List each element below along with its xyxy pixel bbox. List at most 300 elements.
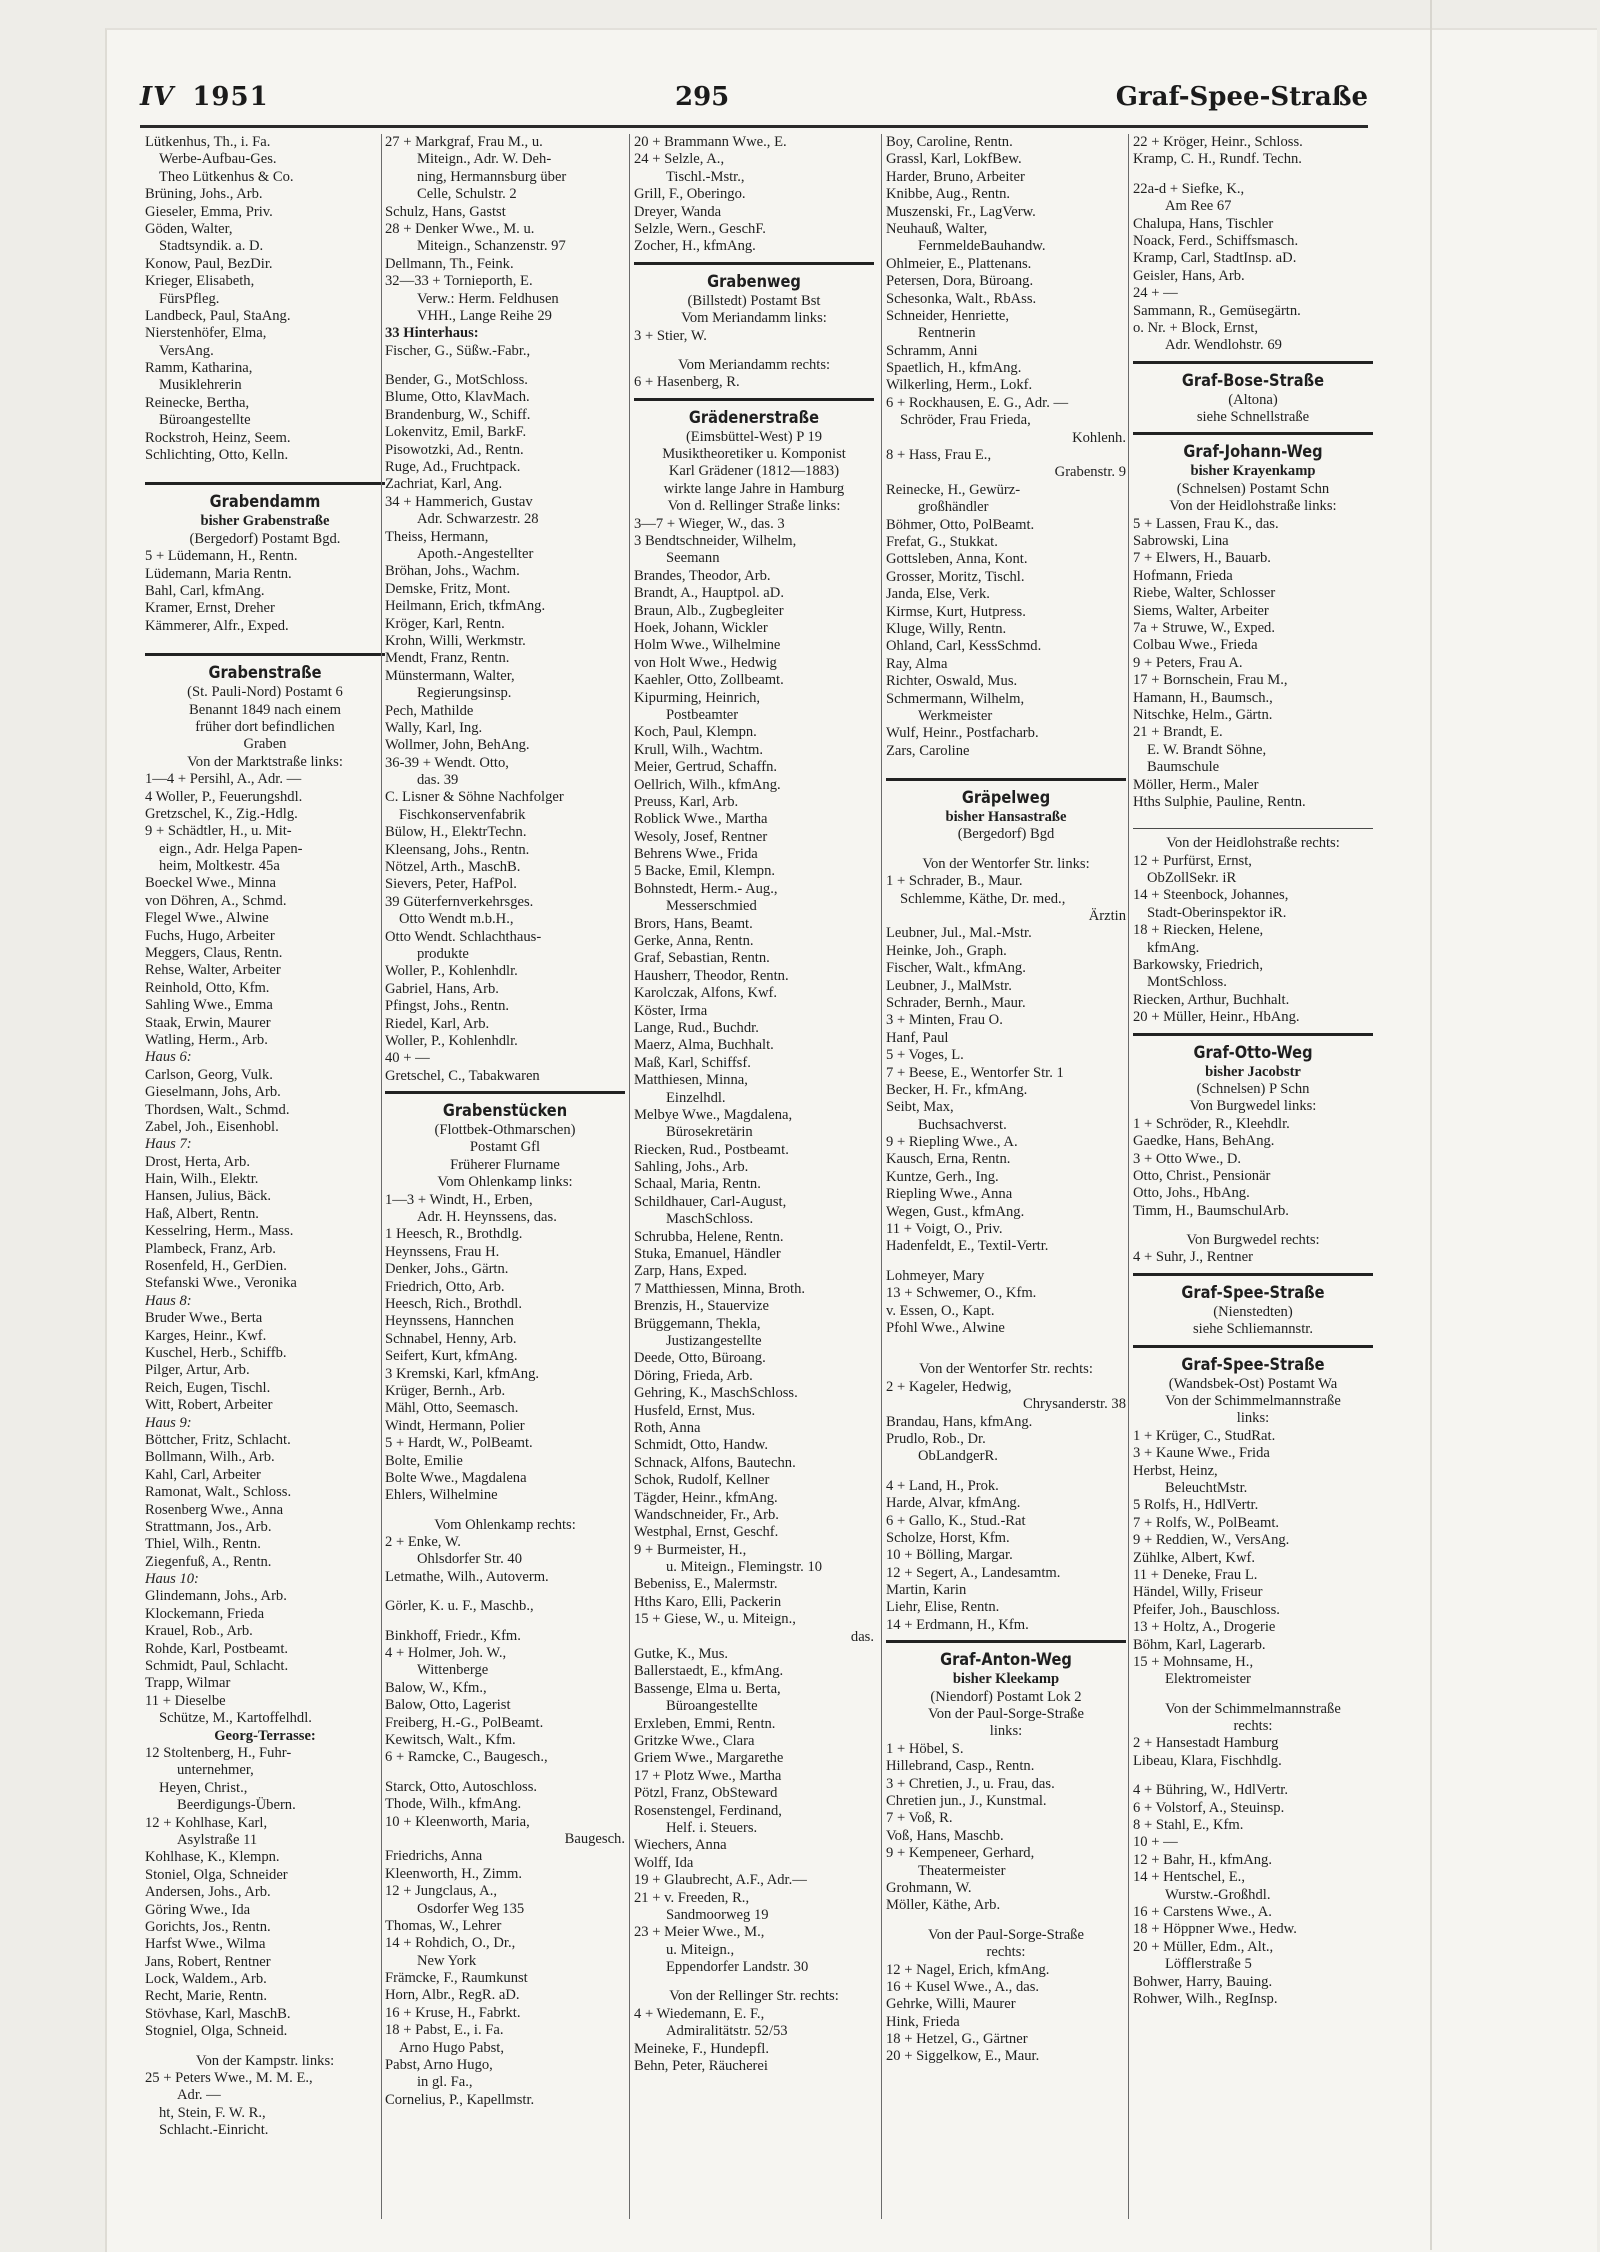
directory-entry: Carlson, Georg, Vulk.	[145, 1066, 273, 1083]
directory-entry: Buchsachverst.	[918, 1116, 1007, 1133]
directory-entry: Heynssens, Frau H.	[385, 1243, 500, 1260]
directory-entry: 2 + Kageler, Hedwig,	[886, 1378, 1012, 1395]
directory-entry: Vom Ohlenkamp links:	[437, 1174, 573, 1191]
directory-entry: Bohwer, Harry, Bauing.	[1133, 1973, 1273, 1990]
directory-entry: Bröhan, Johs., Wachm.	[385, 563, 520, 580]
directory-entry: 13 + Holtz, A., Drogerie	[1133, 1619, 1276, 1636]
page-header	[140, 82, 1368, 128]
directory-entry: Reinecke, Bertha,	[145, 394, 250, 411]
directory-entry: 4 + Land, H., Prok.	[886, 1477, 999, 1494]
directory-entry: Früherer Flurname	[450, 1156, 560, 1173]
directory-entry: Gehring, K., MaschSchloss.	[634, 1385, 798, 1402]
directory-entry: Schlemme, Käthe, Dr. med.,	[900, 890, 1066, 907]
directory-entry: Von der Wentorfer Str. rechts:	[919, 1361, 1093, 1378]
directory-entry: 13 + Schwemer, O., Kfm.	[886, 1285, 1037, 1302]
directory-entry: 32—33 + Tornieporth, E.	[385, 273, 533, 290]
directory-entry: Erxleben, Emmi, Rentn.	[634, 1715, 776, 1732]
section-rule	[1133, 1345, 1373, 1348]
directory-entry: 22 + Kröger, Heinr., Schloss.	[1133, 134, 1303, 150]
directory-entry: Gehrke, Willi, Maurer	[886, 1996, 1016, 2013]
directory-entry: 7 + Voß, R.	[886, 1810, 953, 1827]
directory-entry: E. W. Brandt Söhne,	[1147, 741, 1267, 758]
directory-entry: 9 + Schädtler, H., u. Mit-	[145, 823, 292, 840]
street-heading: Graf-Spee-Straße	[1181, 1354, 1325, 1375]
directory-entry: Matthiesen, Minna,	[634, 1072, 748, 1089]
directory-entry: Stogniel, Olga, Schneid.	[145, 2023, 288, 2040]
directory-entry: Libeau, Klara, Fischhdlg.	[1133, 1752, 1282, 1769]
directory-entry: Hanf, Paul	[886, 1029, 949, 1046]
directory-entry: Sandmoorweg 19	[666, 1906, 769, 1923]
directory-entry: 7a + Struwe, W., Exped.	[1133, 619, 1275, 636]
directory-entry: 3—7 + Wieger, W., das. 3	[634, 515, 785, 532]
directory-entry: (Schnelsen) Postamt Schn	[1176, 480, 1330, 497]
directory-entry: VersAng.	[159, 342, 214, 359]
directory-entry: Brors, Hans, Beamt.	[634, 915, 753, 932]
directory-entry: 3 + Kaune Wwe., Frida	[1133, 1445, 1270, 1462]
directory-entry: Seibt, Max,	[886, 1099, 954, 1116]
directory-entry: früher dort befindlichen	[195, 718, 335, 735]
directory-entry: Stuka, Emanuel, Händler	[634, 1246, 781, 1263]
directory-entry: 8 + Stahl, E., Kfm.	[1133, 1817, 1244, 1834]
directory-entry: Nötzel, Arth., MaschB.	[385, 859, 521, 876]
directory-entry: (Nienstedten)	[1213, 1303, 1293, 1320]
directory-entry: Sammann, R., Gemüsegärtn.	[1133, 302, 1301, 319]
directory-entry: Kipurming, Heinrich,	[634, 689, 761, 706]
directory-entry: 2 + Hansestadt Hamburg	[1133, 1735, 1279, 1752]
directory-entry: v. Essen, O., Kapt.	[886, 1302, 995, 1319]
directory-entry: Böhmer, Otto, PolBeamt.	[886, 516, 1035, 533]
directory-entry: Liehr, Elise, Rentn.	[886, 1599, 1000, 1616]
directory-entry: Brandenburg, W., Schiff.	[385, 406, 531, 423]
directory-entry: Zabel, Joh., Eisenhobl.	[145, 1118, 279, 1135]
section-rule	[634, 398, 874, 401]
directory-entry: Theiss, Hermann,	[385, 528, 489, 545]
directory-entry: Ray, Alma	[886, 655, 948, 672]
directory-entry: 24 + —	[1133, 285, 1178, 302]
directory-entry: Chalupa, Hans, Tischler	[1133, 215, 1274, 232]
directory-entry: Kahl, Carl, Arbeiter	[145, 1466, 261, 1483]
directory-entry: Schlichting, Otto, Kelln.	[145, 447, 289, 464]
directory-entry: Musiklehrerin	[159, 377, 242, 394]
directory-entry: Rosenberg Wwe., Anna	[145, 1501, 284, 1518]
spacer	[145, 635, 385, 647]
directory-entry: Brandt, A., Hauptpol. aD.	[634, 585, 784, 602]
directory-entry: Nitschke, Helm., Gärtn.	[1133, 706, 1273, 723]
spacer	[886, 760, 1126, 772]
directory-entry: Chrysanderstr. 38	[1023, 1396, 1126, 1413]
directory-entry: Oellrich, Wilh., kfmAng.	[634, 776, 781, 793]
directory-entry: Kämmerer, Alfr., Exped.	[145, 617, 289, 634]
directory-entry: Boeckel Wwe., Minna	[145, 875, 277, 892]
directory-entry: Landbeck, Paul, StaAng.	[145, 307, 291, 324]
directory-entry: Georg-Terrasse:	[214, 1727, 316, 1744]
directory-entry: New York	[417, 1952, 477, 1969]
directory-entry: Haus 7:	[145, 1136, 192, 1153]
directory-entry: Richter, Oswald, Mus.	[886, 673, 1018, 690]
directory-entry: 16 + Kusel Wwe., A., das.	[886, 1978, 1040, 1995]
directory-entry: 5 + Lassen, Frau K., das.	[1133, 515, 1279, 532]
spacer	[1133, 1689, 1373, 1701]
directory-entry: 7 + Elwers, H., Bauarb.	[1133, 550, 1271, 567]
column-divider	[1128, 134, 1129, 2219]
directory-entry: Sievers, Peter, HafPol.	[385, 876, 517, 893]
directory-entry: Hths Karo, Elli, Packerin	[634, 1593, 782, 1610]
directory-entry: Balow, W., Kfm.,	[385, 1679, 487, 1696]
directory-entry: Haus 10:	[145, 1571, 199, 1588]
directory-entry: Friedrichs, Anna	[385, 1848, 483, 1865]
directory-entry: Wollmer, John, BehAng.	[385, 737, 530, 754]
directory-entry: 6 + Rockhausen, E. G., Adr. —	[886, 394, 1069, 411]
directory-entry: Stadtsyndik. a. D.	[159, 238, 264, 255]
spacer	[145, 2041, 385, 2053]
directory-entry: 5 + Voges, L.	[886, 1047, 964, 1064]
directory-entry: Von der Schimmelmannstraße	[1165, 1700, 1341, 1717]
directory-entry: bisher Krayenkamp	[1190, 463, 1316, 480]
directory-entry: Timm, H., BaumschulArb.	[1133, 1202, 1289, 1219]
directory-entry: 4 Woller, P., Feuerungshdl.	[145, 788, 303, 805]
directory-entry: 12 + Purfürst, Ernst,	[1133, 852, 1252, 869]
directory-entry: Kirmse, Kurt, Hutpress.	[886, 603, 1026, 620]
directory-entry: 3 Bendtschneider, Wilhelm,	[634, 533, 797, 550]
directory-entry: Thomas, W., Lehrer	[385, 1917, 502, 1934]
directory-entry: Apoth.-Angestellter	[417, 545, 534, 562]
directory-entry: Adr. —	[177, 2087, 221, 2104]
directory-entry: Ohland, Carl, KessSchmd.	[886, 638, 1042, 655]
directory-entry: Plambeck, Franz, Arb.	[145, 1240, 276, 1257]
spacer	[886, 1337, 1126, 1349]
directory-entry: Miteign., Adr. W. Deh-	[417, 151, 552, 168]
directory-entry: Dreyer, Wanda	[634, 203, 722, 220]
directory-entry: Bahl, Carl, kfmAng.	[145, 582, 265, 599]
directory-entry: Adr. Schwarzestr. 28	[417, 511, 539, 528]
directory-entry: 22a-d + Siefke, K.,	[1133, 180, 1245, 197]
street-heading: Grabenweg	[707, 271, 801, 292]
directory-entry: (St. Pauli-Nord) Postamt 6	[187, 684, 343, 701]
directory-entry: Klockemann, Frieda	[145, 1605, 265, 1622]
directory-entry: Brüggemann, Thekla,	[634, 1315, 761, 1332]
directory-entry: Glindemann, Johs., Arb.	[145, 1588, 287, 1605]
directory-entry: Pfingst, Johs., Rentn.	[385, 998, 510, 1015]
directory-entry: 25 + Peters Wwe., M. M. E.,	[145, 2070, 313, 2087]
directory-entry: Justizangestellte	[666, 1333, 762, 1349]
directory-entry: Adr. Wendlohstr. 69	[1165, 337, 1282, 354]
directory-entry: Schildhauer, Carl-August,	[634, 1193, 787, 1210]
directory-entry: 3 + Chretien, J., u. Frau, das.	[886, 1775, 1055, 1792]
directory-entry: Hansen, Julius, Bäck.	[145, 1188, 272, 1205]
directory-entry: Drost, Herta, Arb.	[145, 1153, 250, 1170]
directory-entry: 1 + Krüger, C., StudRat.	[1133, 1427, 1276, 1444]
directory-entry: 21 + v. Freeden, R.,	[634, 1889, 750, 1906]
directory-entry: rechts:	[1233, 1718, 1273, 1735]
directory-entry: Gaedke, Hans, BehAng.	[1133, 1133, 1275, 1150]
directory-entry: Vom Meriandamm links:	[681, 310, 827, 327]
directory-entry: 7 Matthiessen, Minna, Broth.	[634, 1280, 806, 1297]
directory-entry: Cornelius, P., Kapellmstr.	[385, 2091, 535, 2108]
directory-entry: Pech, Mathilde	[385, 702, 474, 719]
directory-entry: Selzle, Wern., GeschF.	[634, 220, 766, 237]
directory-entry: Fischer, G., Süßw.-Fabr.,	[385, 342, 531, 359]
directory-entry: Haus 6:	[145, 1049, 192, 1066]
spacer	[886, 844, 1126, 856]
directory-entry: 5 Backe, Emil, Klempn.	[634, 863, 776, 880]
directory-entry: 24 + Selzle, A.,	[634, 151, 725, 168]
directory-entry: 20 + Siggelkow, E., Maur.	[886, 2048, 1040, 2065]
directory-entry: Schrubba, Helene, Rentn.	[634, 1228, 784, 1245]
directory-entry: FürsPfleg.	[159, 290, 220, 307]
directory-entry: 16 + Kruse, H., Fabrkt.	[385, 2004, 521, 2021]
directory-entry: eign., Adr. Helga Papen-	[159, 840, 303, 857]
directory-entry: Schesonka, Walt., RbAss.	[886, 290, 1037, 307]
directory-entry: Bülow, H., ElektrTechn.	[385, 824, 527, 841]
directory-entry: 1—3 + Windt, H., Erben,	[385, 1191, 533, 1208]
directory-entry: ht, Stein, F. W. R.,	[159, 2104, 266, 2121]
street-heading: Grabenstraße	[208, 663, 322, 684]
directory-entry: Rockstroh, Heinz, Seem.	[145, 429, 291, 446]
directory-entry: 20 + Brammann Wwe., E.	[634, 134, 787, 150]
directory-entry: Vom Ohlenkamp rechts:	[434, 1516, 576, 1533]
directory-entry: Hillebrand, Casp., Rentn.	[886, 1758, 1035, 1775]
directory-entry: 10 + —	[1133, 1834, 1178, 1851]
directory-entry: Watling, Herm., Arb.	[145, 1031, 268, 1048]
spacer	[886, 1349, 1126, 1361]
directory-entry: 4 + Suhr, J., Rentner	[1133, 1249, 1253, 1266]
directory-entry: Starck, Otto, Autoschloss.	[385, 1778, 538, 1795]
directory-entry: 6 + Volstorf, A., Steuinsp.	[1133, 1799, 1285, 1816]
directory-entry: Bruder Wwe., Berta	[145, 1310, 263, 1327]
directory-entry: Gritzke Wwe., Clara	[634, 1732, 755, 1749]
directory-entry: Roblick Wwe., Martha	[634, 811, 768, 828]
directory-entry: Ramonat, Walt., Schloss.	[145, 1484, 292, 1501]
directory-entry: Neuhauß, Walter,	[886, 220, 988, 237]
directory-entry: 5 Rolfs, H., HdlVertr.	[1133, 1497, 1259, 1514]
directory-column-5	[1133, 134, 1373, 2224]
directory-entry: Gieselmann, Johs, Arb.	[145, 1084, 281, 1101]
directory-entry: u. Miteign., Flemingstr. 10	[666, 1559, 823, 1576]
directory-entry: 11 + Voigt, O., Priv.	[886, 1221, 1003, 1238]
spacer	[1133, 1220, 1373, 1232]
directory-entry: Von der Paul-Sorge-Straße	[928, 1706, 1084, 1723]
directory-entry: 4 + Holmer, Joh. W.,	[385, 1645, 507, 1662]
spacer	[886, 1256, 1126, 1268]
directory-entry: Krieger, Elisabeth,	[145, 273, 255, 290]
directory-entry: Melbye Wwe., Magdalena,	[634, 1106, 793, 1123]
directory-entry: Harfst Wwe., Wilma	[145, 1936, 266, 1953]
directory-entry: 4 + Bühring, W., HdlVertr.	[1133, 1782, 1288, 1799]
directory-entry: Muszenski, Fr., LagVerw.	[886, 203, 1036, 220]
directory-entry: Lock, Waldem., Arb.	[145, 1971, 267, 1988]
directory-entry: links:	[989, 1723, 1023, 1740]
directory-entry: Ohlsdorfer Str. 40	[417, 1551, 522, 1568]
directory-entry: Schröder, Frau Frieda,	[900, 412, 1031, 429]
directory-entry: Bassenge, Elma u. Berta,	[634, 1680, 781, 1697]
directory-entry: Stövhase, Karl, MaschB.	[145, 2005, 291, 2022]
directory-entry: Demske, Fritz, Mont.	[385, 580, 511, 597]
directory-entry: 14 + Erdmann, H., Kfm.	[886, 1616, 1029, 1633]
directory-entry: Graf, Sebastian, Rentn.	[634, 950, 770, 967]
directory-entry: 9 + Reddien, W., VersAng.	[1133, 1532, 1290, 1549]
street-heading: Grabendamm	[209, 492, 321, 513]
spacer	[886, 1466, 1126, 1478]
directory-entry: Tägder, Heinr., kfmAng.	[634, 1489, 778, 1506]
directory-entry: Maß, Karl, Schiffsf.	[634, 1054, 751, 1071]
spacer	[1133, 811, 1373, 823]
directory-entry: Gottsleben, Anna, Kont.	[886, 551, 1028, 568]
directory-entry: Ziegenfuß, A., Rentn.	[145, 1553, 272, 1570]
directory-entry: Rehse, Walter, Arbeiter	[145, 962, 281, 979]
directory-entry: 3 + Minten, Frau O.	[886, 1012, 1003, 1029]
spacer	[634, 345, 874, 357]
directory-entry: Schneider, Henriette,	[886, 307, 1010, 324]
directory-entry: Möller, Herm., Maler	[1133, 776, 1259, 793]
directory-entry: Regierungsinsp.	[417, 685, 512, 702]
directory-entry: Voß, Hans, Maschb.	[886, 1827, 1004, 1844]
directory-entry: C. Lisner & Söhne Nachfolger	[385, 789, 564, 806]
section-rule	[145, 482, 385, 485]
directory-entry: Pisowotzki, Ad., Rentn.	[385, 441, 524, 458]
directory-entry: Wandschneider, Fr., Arb.	[634, 1506, 779, 1523]
directory-entry: Theatermeister	[918, 1862, 1006, 1879]
directory-entry: Gretschel, C., Tabakwaren	[385, 1067, 540, 1084]
section-rule	[1133, 432, 1373, 435]
directory-entry: Münstermann, Walter,	[385, 667, 515, 684]
directory-entry: siehe Schnellstraße	[1196, 409, 1310, 426]
directory-entry: ObZollSekr. iR	[1147, 870, 1237, 887]
spacer	[385, 1505, 625, 1517]
directory-entry: Schnack, Alfons, Bautechn.	[634, 1454, 796, 1471]
directory-entry: (Bergedorf) Postamt Bgd.	[189, 530, 341, 547]
directory-entry: Jans, Robert, Rentner	[145, 1953, 271, 1970]
directory-entry: Büroangestellte	[666, 1698, 758, 1715]
directory-entry: Grassl, Karl, LokfBew.	[886, 151, 1022, 168]
directory-entry: Schmidt, Otto, Handw.	[634, 1437, 769, 1454]
directory-entry: Lohmeyer, Mary	[886, 1267, 985, 1284]
section-rule	[634, 262, 874, 265]
directory-entry: Lange, Rud., Buchdr.	[634, 1019, 759, 1036]
directory-entry: Vom Meriandamm rechts:	[677, 356, 831, 373]
directory-entry: Harde, Alvar, kfmAng.	[886, 1495, 1021, 1512]
directory-entry: Heinke, Joh., Graph.	[886, 942, 1007, 959]
directory-entry: (Wandsbek-Ost) Postamt Wa	[1168, 1375, 1338, 1392]
street-heading: Grabenstücken	[442, 1101, 568, 1122]
directory-entry: Rentnerin	[918, 325, 976, 342]
directory-entry: Bürosekretärin	[666, 1124, 753, 1141]
directory-entry: Pfeifer, Joh., Bauschloss.	[1133, 1601, 1280, 1618]
directory-entry: Harder, Bruno, Arbeiter	[886, 168, 1025, 185]
directory-entry: VHH., Lange Reihe 29	[417, 307, 552, 324]
directory-entry: Bollmann, Wilh., Arb.	[145, 1449, 275, 1466]
directory-entry: Martin, Karin	[886, 1582, 967, 1599]
directory-entry: ning, Hermannsburg über	[417, 168, 567, 185]
directory-entry: Schramm, Anni	[886, 342, 978, 359]
directory-entry: 6 + Hasenberg, R.	[634, 374, 740, 391]
directory-entry: Ramm, Katharina,	[145, 360, 253, 377]
section-rule	[1133, 1033, 1373, 1036]
directory-entry: Brandes, Theodor, Arb.	[634, 567, 771, 584]
directory-entry: Heyen, Christ.,	[159, 1779, 248, 1796]
directory-entry: Ruge, Ad., Fruchtpack.	[385, 459, 521, 476]
directory-entry: Behn, Peter, Räucherei	[634, 2058, 768, 2075]
directory-entry: Sahling, Johs., Arb.	[634, 1159, 749, 1176]
directory-entry: Preuss, Karl, Arb.	[634, 793, 739, 810]
directory-entry: Gerke, Anna, Rentn.	[634, 933, 754, 950]
directory-entry: Binkhoff, Friedr., Kfm.	[385, 1627, 521, 1644]
directory-entry: 1 Heesch, R., Brothdlg.	[385, 1226, 523, 1243]
directory-entry: Kramp, Carl, StadtInsp. aD.	[1133, 250, 1297, 267]
directory-entry: Fischer, Walt., kfmAng.	[886, 960, 1026, 977]
directory-entry: Theo Lütkenhus & Co.	[159, 168, 294, 185]
directory-entry: Mähl, Otto, Seemasch.	[385, 1400, 519, 1417]
directory-entry: Wulf, Heinr., Postfacharb.	[886, 725, 1039, 742]
directory-entry: unternehmer,	[177, 1762, 254, 1779]
directory-entry: Döring, Frieda, Arb.	[634, 1367, 753, 1384]
directory-entry: Hamann, H., Baumsch.,	[1133, 689, 1273, 706]
directory-entry: Messerschmied	[666, 898, 757, 915]
volume-number: IV	[140, 82, 175, 112]
directory-entry: Recht, Marie, Rentn.	[145, 1988, 267, 2005]
directory-entry: Colbau Wwe., Frieda	[1133, 637, 1258, 654]
directory-entry: Lüdemann, Maria Rentn.	[145, 565, 292, 582]
directory-entry: Göden, Walter,	[145, 220, 233, 237]
directory-entry: Boy, Caroline, Rentn.	[886, 134, 1013, 150]
directory-entry: Grohmann, W.	[886, 1879, 972, 1896]
directory-entry: Hths Sulphie, Pauline, Rentn.	[1133, 793, 1306, 810]
spacer	[634, 1976, 874, 1988]
directory-entry: 14 + Rohdich, O., Dr.,	[385, 1935, 516, 1952]
directory-entry: Kohlhase, K., Klempn.	[145, 1849, 280, 1866]
directory-entry: Kleenworth, H., Zimm.	[385, 1865, 522, 1882]
directory-entry: Schmidt, Paul, Schlacht.	[145, 1658, 289, 1675]
section-rule	[1133, 1273, 1373, 1276]
street-heading: Graf-Johann-Weg	[1183, 442, 1323, 463]
directory-entry: 6 + Ramcke, C., Baugesch.,	[385, 1749, 548, 1766]
directory-entry: Seifert, Kurt, kfmAng.	[385, 1348, 518, 1365]
directory-entry: wirkte lange Jahre in Hamburg	[663, 480, 845, 497]
directory-entry: Otto, Johs., HbAng.	[1133, 1185, 1250, 1202]
directory-entry: 12 + Segert, A., Landesamtm.	[886, 1564, 1061, 1581]
directory-entry: Karolczak, Alfons, Kwf.	[634, 985, 778, 1002]
directory-entry: Wurstw.-Großhdl.	[1165, 1886, 1271, 1903]
directory-entry: Bolte, Emilie	[385, 1452, 463, 1469]
directory-entry: Köster, Irma	[634, 1002, 708, 1019]
directory-entry: Chretien jun., J., Kunstmal.	[886, 1792, 1047, 1809]
directory-entry: 12 + Kohlhase, Karl,	[145, 1814, 268, 1831]
directory-entry: Zocher, H., kfmAng.	[634, 238, 756, 255]
directory-entry: (Schnelsen) P Schn	[1196, 1080, 1310, 1097]
directory-entry: Baugesch.	[564, 1830, 625, 1847]
directory-entry: Pilger, Artur, Arb.	[145, 1362, 250, 1379]
directory-entry: 18 + Hetzel, G., Gärtner	[886, 2031, 1028, 2048]
directory-entry: 33 Hinterhaus:	[385, 325, 479, 342]
directory-entry: MaschSchloss.	[666, 1211, 754, 1228]
directory-entry: Haus 8:	[145, 1292, 192, 1309]
directory-entry: Frefat, G., Stukkat.	[886, 533, 998, 550]
directory-entry: (Niendorf) Postamt Lok 2	[930, 1688, 1082, 1705]
directory-entry: Kausch, Erna, Rentn.	[886, 1151, 1011, 1168]
scan-edge	[1430, 0, 1432, 2250]
directory-entry: Husfeld, Ernst, Mus.	[634, 1402, 756, 1419]
directory-entry: Hain, Wilh., Elektr.	[145, 1171, 259, 1188]
directory-entry: Kaehler, Otto, Zollbeamt.	[634, 672, 784, 689]
directory-entry: 27 + Markgraf, Frau M., u.	[385, 134, 543, 150]
directory-entry: Siems, Walter, Arbeiter	[1133, 602, 1269, 619]
directory-entry: Behrens Wwe., Frida	[634, 846, 758, 863]
street-heading: Graf-Spee-Straße	[1181, 1282, 1325, 1303]
directory-entry: 20 + Müller, Edm., Alt.,	[1133, 1938, 1274, 1955]
street-heading: Graf-Bose-Straße	[1181, 370, 1325, 391]
directory-entry: Dellmann, Th., Feink.	[385, 255, 514, 272]
directory-entry: Haß, Albert, Rentn.	[145, 1205, 259, 1222]
directory-entry: Braun, Alb., Zugbegleiter	[634, 602, 784, 619]
